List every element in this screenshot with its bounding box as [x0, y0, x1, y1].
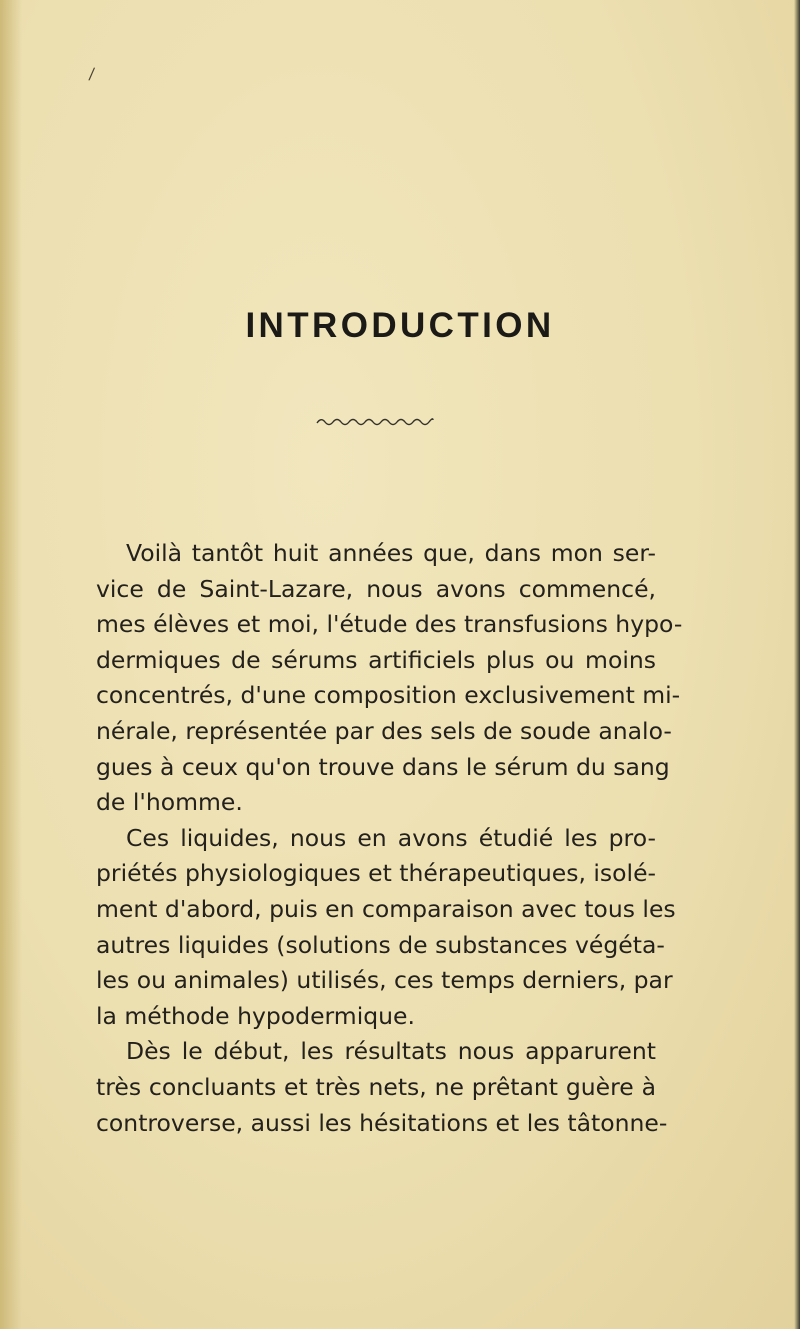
text-line: la méthode hypodermique. — [96, 1001, 415, 1030]
stray-mark: / — [88, 63, 96, 84]
text-line: Voilà tantôt huit années que, dans mon ser- — [126, 539, 656, 567]
text-line: nérale, représentée par des sels de soude analo- — [96, 716, 672, 745]
text-line: gues à ceux qu'on trouve dans le sérum du sang — [96, 752, 670, 781]
text-line: très concluants et très nets, ne prêtant guère à — [96, 1072, 656, 1101]
binding-shadow — [0, 0, 22, 1329]
text-line: priétés physiologiques et thérapeutiques, isolé- — [96, 859, 657, 888]
text-line: ment d'abord, puis en comparaison avec tous les — [96, 894, 676, 923]
page-edge — [794, 0, 800, 1329]
text-line: mes élèves et moi, l'étude des transfusions hypo- — [96, 610, 683, 639]
text-line: vice de Saint-Lazare, nous avons commencé, — [96, 574, 656, 603]
text-line: dermiques de sérums artificiels plus ou moins — [96, 645, 656, 674]
body-text — [96, 536, 683, 1141]
text-line: les ou animales) utilisés, ces temps derniers, par — [96, 966, 673, 995]
text-line: concentrés, d'une composition exclusivement mi- — [96, 681, 681, 710]
text-line: autres liquides (solutions de substances végéta- — [96, 930, 665, 959]
chapter-title: INTRODUCTION — [245, 306, 555, 345]
text-line: controverse, aussi les hésitations et les tâtonne- — [96, 1108, 668, 1137]
text-line: de l'homme. — [96, 788, 243, 817]
text-line: Dès le début, les résultats nous apparurent — [126, 1037, 656, 1066]
text-line: Ces liquides, nous en avons étudié les pro- — [126, 823, 656, 852]
wavy-ornament — [315, 414, 435, 428]
